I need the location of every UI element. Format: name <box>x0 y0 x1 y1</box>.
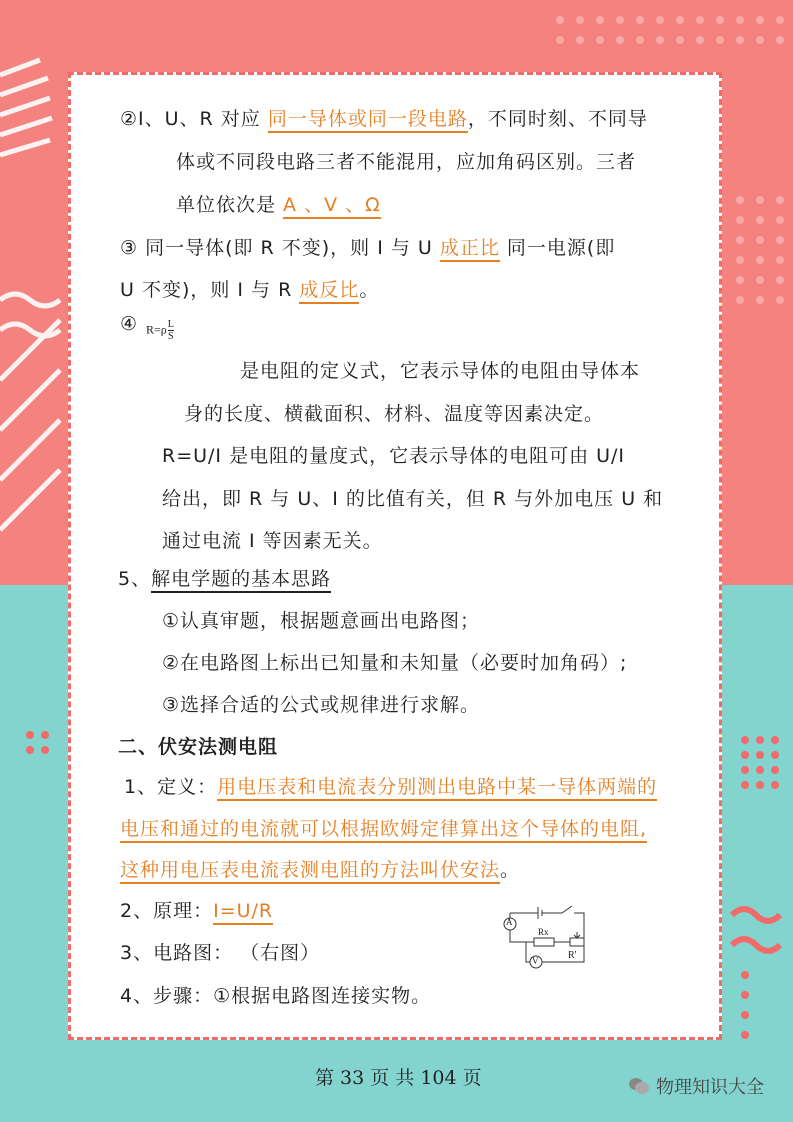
section-heading: 二、伏安法测电阻 <box>118 736 279 758</box>
text-segment: 5、 <box>118 568 152 590</box>
line-15: ③选择合适的公式或规律进行求解。 <box>162 694 481 716</box>
ammeter-label: A <box>506 917 513 927</box>
formula-denominator: S <box>168 331 174 342</box>
answer-same-conductor: 同一导体或同一段电路 <box>268 108 468 133</box>
line-22: 4、步骤：①根据电路图连接实物。 <box>120 985 432 1007</box>
line-21: 3、电路图： （右图） <box>120 942 321 964</box>
text-segment: 单位依次是 <box>176 194 284 216</box>
principle-formula: I=U/R <box>213 900 273 925</box>
line-1 <box>120 104 648 131</box>
line-19 <box>120 855 520 882</box>
line-4 <box>120 233 615 260</box>
line-5 <box>120 275 379 302</box>
text-segment: ②I、U、R 对应 <box>120 108 268 130</box>
text-segment: 。 <box>500 859 521 881</box>
definition-text: 这种用电压表电流表测电阻的方法叫伏安法 <box>120 859 500 884</box>
line-11: 通过电流 I 等因素无关。 <box>162 530 383 552</box>
line-14: ②在电路图上标出已知量和未知量（必要时加角码）; <box>162 652 628 674</box>
formula-lhs: R= <box>146 322 161 337</box>
line-9: R=U/I 是电阻的量度式，它表示导体的电阻可由 U/I <box>162 445 626 467</box>
content-card <box>68 72 722 1040</box>
line-12 <box>118 564 331 591</box>
formula-rho: ρ <box>160 322 167 337</box>
definition-text: 电压和通过的电流就可以根据欧姆定律算出这个导体的电阻, <box>120 818 647 843</box>
formula-numerator: L <box>167 319 174 330</box>
line-6: ④ <box>120 313 139 335</box>
answer-inverse: 成反比 <box>299 279 359 304</box>
text-segment: 2、原理： <box>120 900 214 922</box>
text-segment: 1、定义： <box>124 776 218 798</box>
text-segment: ③ 同一导体(即 R 不变)，则 I 与 U <box>120 237 440 259</box>
line-10: 给出，即 R 与 U、I 的比值有关，但 R 与外加电压 U 和 <box>162 488 664 510</box>
text-segment: ，不同时刻、不同导 <box>467 108 648 130</box>
page-footer: 第 33 页 共 104 页 <box>315 1067 482 1089</box>
watermark-text: 物理知识大全 <box>656 1077 764 1098</box>
text-segment: 同一电源(即 <box>499 237 616 259</box>
rx-label: Rx <box>538 927 549 937</box>
line-13: ①认真审题，根据题意画出电路图； <box>162 610 481 632</box>
line-20 <box>120 896 273 923</box>
text-segment: 。 <box>359 279 380 301</box>
voltmeter-label: V <box>532 956 539 966</box>
answer-units: A 、V 、Ω <box>283 194 381 219</box>
definition-text: 用电压表和电流表分别测出电路中某一导体两端的 <box>217 776 657 801</box>
line-17 <box>124 772 657 799</box>
line-3 <box>176 190 381 217</box>
line-18 <box>120 814 647 841</box>
section-title-basic-ideas: 解电学题的基本思路 <box>151 568 331 593</box>
line-2: 体或不同段电路三者不能混用，应加角码区别。三者 <box>176 151 637 173</box>
answer-proportional: 成正比 <box>440 237 500 262</box>
rheostat-label: R' <box>568 950 577 961</box>
text-segment: U 不变)，则 I 与 R <box>120 279 300 301</box>
watermark <box>628 1073 764 1099</box>
line-7: 是电阻的定义式，它表示导体的电阻由导体本 <box>240 360 641 382</box>
resistance-formula <box>146 319 174 342</box>
wechat-icon <box>628 1077 650 1095</box>
line-8: 身的长度、横截面积、材料、温度等因素决定。 <box>184 403 605 425</box>
